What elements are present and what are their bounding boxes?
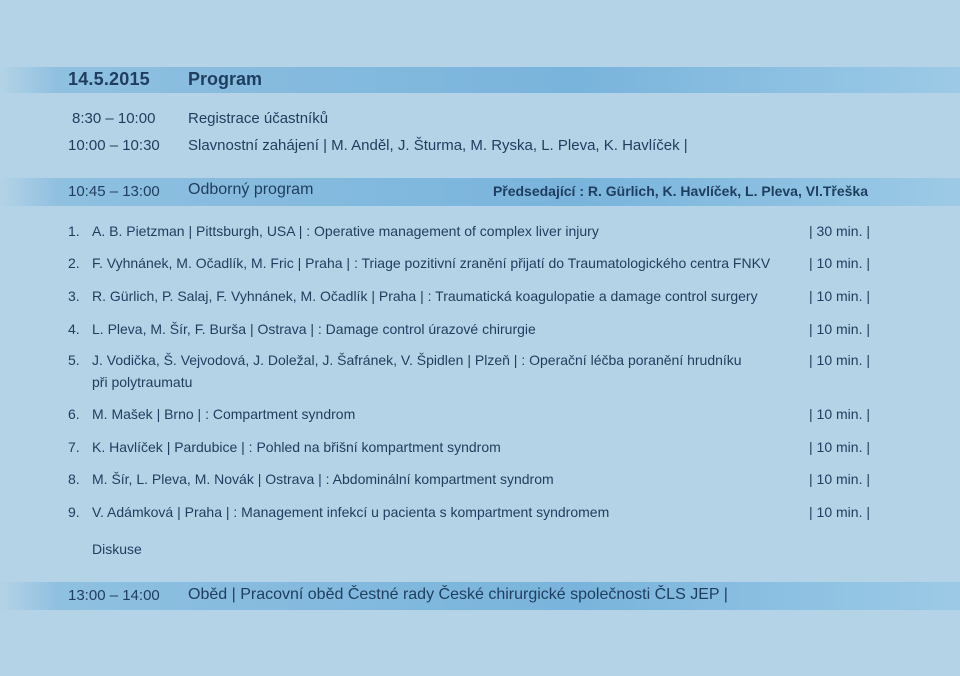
talk-duration: | 10 min. | [809,288,870,304]
discussion: Diskuse [92,541,142,557]
talk-number: 9. [68,504,80,520]
program-title: Program [188,69,263,89]
talk-text: R. Gürlich, P. Salaj, F. Vyhnánek, M. Očadlík | Praha | : Traumatická koagulopatie a damage control surgery [92,288,758,304]
talk-duration: | 10 min. | [809,352,870,368]
talk-item [68,255,770,271]
schedule-time: 10:00 – 10:30 [68,137,160,154]
talk-duration: | 10 min. | [809,504,870,520]
talk-item [68,223,599,239]
talk-number: 2. [68,255,80,271]
talk-number: 5. [68,352,80,368]
section-title: Odborný program [188,181,314,198]
talk-text: V. Adámková | Praha | : Management infekcí u pacienta s kompartment syndromem [92,504,610,520]
talk-text: L. Pleva, M. Šír, F. Burša | Ostrava | : Damage control úrazové chirurgie [92,321,536,337]
program-date: 14.5.2015 [68,69,150,89]
talk-text-continuation: při polytraumatu [92,374,193,390]
talk-item [68,504,609,520]
section-time: 10:45 – 13:00 [68,183,160,200]
talk-item [68,352,742,368]
talk-text: F. Vyhnánek, M. Očadlík, M. Fric | Praha | : Triage pozitivní zranění přijatí do Traumatologického centra FNKV [92,255,771,271]
talk-number: 3. [68,288,80,304]
talk-item [68,321,536,337]
schedule-time: 8:30 – 10:00 [72,110,156,127]
schedule-text: Registrace účastníků [188,110,329,127]
talk-duration: | 10 min. | [809,321,870,337]
talk-text: J. Vodička, Š. Vejvodová, J. Doležal, J. Šafránek, V. Špidlen | Plzeň | : Operační léčba poranění hrudníku [92,352,742,368]
lunch-text: Oběd | Pracovní oběd Čestné rady České chirurgické společnosti ČLS JEP | [188,586,728,603]
talk-duration: | 30 min. | [809,223,870,239]
talk-number: 8. [68,471,80,487]
talk-duration: | 10 min. | [809,439,870,455]
talk-duration: | 10 min. | [809,406,870,422]
talk-duration: | 10 min. | [809,471,870,487]
talk-duration: | 10 min. | [809,255,870,271]
talk-number: 7. [68,439,80,455]
talk-item [68,406,355,422]
talk-item [68,288,758,304]
talk-text: M. Šír, L. Pleva, M. Novák | Ostrava | : Abdominální kompartment syndrom [92,471,554,487]
talk-item [68,439,501,455]
talk-number: 4. [68,321,80,337]
talk-number: 6. [68,406,80,422]
talk-text: K. Havlíček | Pardubice | : Pohled na břišní kompartment syndrom [92,439,501,455]
section-chairs: Předsedající : R. Gürlich, K. Havlíček, L. Pleva, Vl.Třeška [492,183,868,199]
lunch-time: 13:00 – 14:00 [68,587,160,604]
talk-text: M. Mašek | Brno | : Compartment syndrom [92,406,356,422]
schedule-text: Slavnostní zahájení | M. Anděl, J. Šturma, M. Ryska, L. Pleva, K. Havlíček | [188,137,688,154]
talk-item [68,471,554,487]
talk-text: A. B. Pietzman | Pittsburgh, USA | : Operative management of complex liver injury [92,223,599,239]
talk-number: 1. [68,223,80,239]
